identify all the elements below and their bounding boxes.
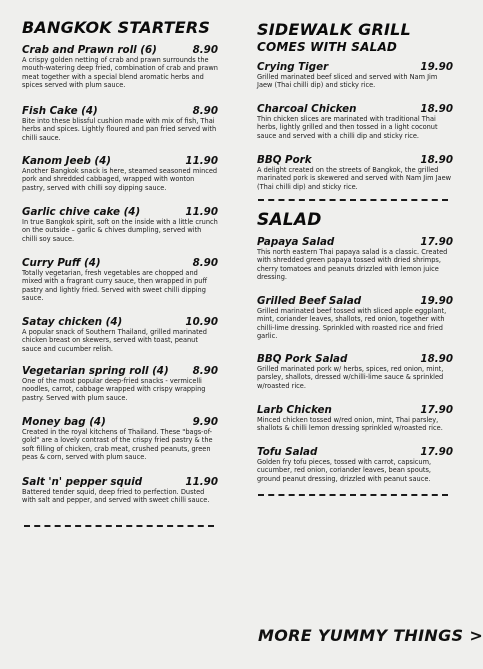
menu-item	[22, 105, 218, 142]
menu-item	[257, 103, 453, 140]
item-name: Tofu Salad	[257, 446, 318, 458]
starters-title: BANGKOK STARTERS	[22, 18, 211, 37]
item-price: 11.90	[185, 476, 218, 488]
item-description: Another Bangkok snack is here, steamed seasoned minced pork and shredded cabbaged, wrapped with wonton pastry, served with chilli soy dipping sauce.	[22, 167, 218, 192]
item-description: In true Bangkok spirit, soft on the inside with a little crunch on the outside – garlic & chives dumpling, served with chilli soy sauce.	[22, 218, 218, 243]
item-price: 10.90	[185, 316, 218, 328]
item-name: BBQ Pork	[257, 154, 312, 166]
menu-item	[22, 316, 218, 353]
item-price: 17.90	[420, 404, 453, 416]
item-price: 17.90	[420, 236, 453, 248]
item-description: Golden fry tofu pieces, tossed with carrot, capsicum, cucumber, red onion, coriander leaves, bean spouts, ground peanut dressing, drizzled with peanut sauce.	[257, 458, 432, 483]
item-description: Bite into these blissful cushion made with mix of fish, Thai herbs and spices. Lightly floured and pan fried served with chilli sauce.	[22, 117, 217, 142]
item-description: Battered tender squid, deep fried to perfection. Dusted with salt and pepper, and served with sweet chilli sauce.	[22, 488, 210, 505]
item-name: Grilled Beef Salad	[257, 295, 362, 307]
item-description: Grilled marinated pork w/ herbs, spices, red onion, mint, parsley, shallots, dressed w/chilli-lime sauce & sprinkled w/roasted rice.	[257, 365, 444, 390]
menu-item	[257, 295, 453, 341]
item-description: Thin chicken slices are marinated with traditional Thai herbs, lightly grilled and then tossed in a light coconut sauce and served with a chilli dip and sticky rice.	[257, 115, 438, 140]
sidewalk-subtitle: COMES WITH SALAD	[257, 40, 398, 54]
item-name: Garlic chive cake (4)	[22, 206, 141, 218]
item-name: Papaya Salad	[257, 236, 335, 248]
menu-item	[257, 446, 453, 483]
item-price: 11.90	[185, 155, 218, 167]
menu-item	[257, 404, 453, 433]
menu-item	[22, 206, 218, 243]
section-divider	[24, 525, 214, 527]
salad-title: SALAD	[257, 210, 322, 230]
item-description: This north eastern Thai papaya salad is a classic. Created with shredded green papaya tossed with dried shrimps, cherry tomatoes and peanuts drizzled with lemon juice dressing.	[257, 248, 448, 282]
menu-item	[22, 44, 218, 90]
menu-item	[257, 236, 453, 282]
more-label: MORE YUMMY THINGS	[258, 626, 464, 645]
menu-item	[22, 416, 218, 462]
item-description: One of the most popular deep-fried snacks - vermicelli noodles, carrot, cabbage wrapped with crispy wrapping pastry. Served with plum sauce.	[22, 377, 206, 402]
section-divider	[258, 199, 448, 201]
item-price: 19.90	[420, 61, 453, 73]
item-name: Fish Cake (4)	[22, 105, 98, 117]
item-name: Curry Puff (4)	[22, 257, 101, 269]
item-name: Salt 'n' pepper squid	[22, 476, 143, 488]
section-divider	[258, 494, 448, 496]
item-price: 8.90	[192, 105, 218, 117]
item-price: 8.90	[192, 257, 218, 269]
menu-item	[22, 257, 218, 303]
menu-item	[257, 61, 453, 90]
item-name: Charcoal Chicken	[257, 103, 357, 115]
item-description: Created in the royal kitchens of Thailand. These "bags-of-gold" are a lovely contrast of the crispy fried pastry & the soft filling of chicken, crab meat, crushed peanuts, green peas & corn, served with plum sauce.	[22, 428, 213, 462]
item-price: 18.90	[420, 103, 453, 115]
item-name: Larb Chicken	[257, 404, 332, 416]
item-price: 18.90	[420, 154, 453, 166]
item-price: 11.90	[185, 206, 218, 218]
item-price: 8.90	[192, 365, 218, 377]
more-yummy-things-link[interactable]	[258, 626, 483, 645]
item-name: BBQ Pork Salad	[257, 353, 348, 365]
item-description: Grilled marinated beef tossed with sliced apple eggplant, mint, coriander leaves, shallots, red onion, together with chilli-lime dressing. Sprinkled with roasted rice and fried garlic.	[257, 307, 447, 341]
chevron-right-icon: >	[469, 625, 483, 645]
item-name: Money bag (4)	[22, 416, 106, 428]
item-price: 17.90	[420, 446, 453, 458]
item-description: Totally vegetarian, fresh vegetables are chopped and mixed with a fragrant curry sauce, then wrapped in puff pastry and lightly fried. Served with sweet chilli dipping sauce.	[22, 269, 207, 303]
item-name: Crying Tiger	[257, 61, 329, 73]
menu-item	[22, 365, 218, 402]
item-price: 8.90	[192, 44, 218, 56]
menu-item	[22, 155, 218, 192]
item-name: Vegetarian spring roll (4)	[22, 365, 169, 377]
item-description: A popular snack of Southern Thailand, grilled marinated chicken breast on skewers, served with toast, peanut sauce and cucumber relish.	[22, 328, 207, 353]
item-name: Crab and Prawn roll (6)	[22, 44, 157, 56]
item-description: Grilled marinated beef sliced and served with Nam Jim Jaew (Thai chilli dip) and sticky rice.	[257, 73, 438, 90]
item-name: Satay chicken (4)	[22, 316, 123, 328]
item-price: 19.90	[420, 295, 453, 307]
item-description: A crispy golden netting of crab and prawn surrounds the mouth-watering deep fried, combination of crab and prawn meat together with a special blend aromatic herbs and spices served with plum sauce.	[22, 56, 218, 90]
item-name: Kanom Jeeb (4)	[22, 155, 111, 167]
item-description: Minced chicken tossed w/red onion, mint, Thai parsley, shallots & chilli lemon dressing sprinkled w/roasted rice.	[257, 416, 443, 433]
menu-item	[257, 353, 453, 390]
item-description: A delight created on the streets of Bangkok, the grilled marinated pork is skewered and served with Nam Jim Jaew (Thai chilli dip) and sticky rice.	[257, 166, 452, 191]
item-price: 18.90	[420, 353, 453, 365]
sidewalk-title: SIDEWALK GRILL	[257, 20, 411, 39]
item-price: 9.90	[192, 416, 218, 428]
menu-item	[257, 154, 453, 191]
menu-item	[22, 476, 218, 505]
